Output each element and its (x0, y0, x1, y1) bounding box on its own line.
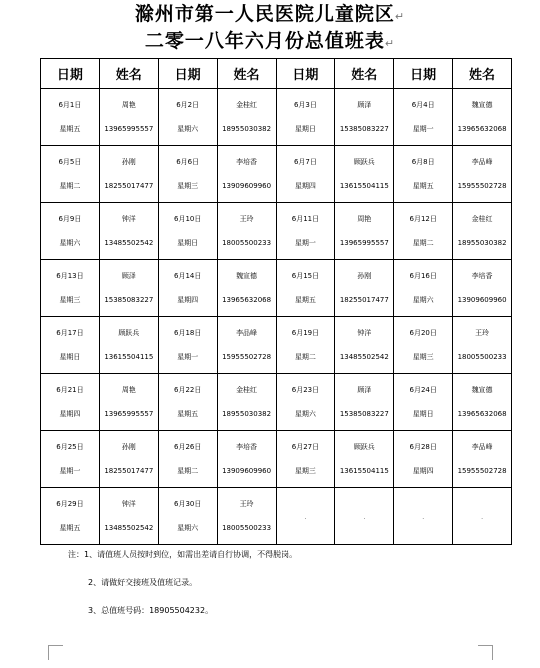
staff-name: 顾跃兵 (353, 443, 375, 451)
staff-cell (217, 89, 276, 146)
date-cell (394, 89, 453, 146)
table-row (41, 317, 512, 374)
column-header: 日期 (41, 59, 100, 89)
date-text: 6月5日 (58, 158, 82, 166)
date-text: 6月16日 (409, 272, 437, 280)
date-text: 6月24日 (409, 386, 437, 394)
staff-name: 顾跃兵 (353, 158, 375, 166)
date-cell (394, 203, 453, 260)
staff-cell (453, 317, 512, 374)
staff-cell (99, 374, 158, 431)
date-text: 6月13日 (56, 272, 84, 280)
weekday-text: 星期一 (177, 353, 199, 361)
staff-name: 李品峰 (471, 158, 493, 166)
staff-phone: 13965632068 (222, 296, 272, 304)
date-text: 6月20日 (409, 329, 437, 337)
staff-name: 金桂红 (236, 101, 258, 109)
table-row (41, 260, 512, 317)
paragraph-mark: ↵ (384, 37, 396, 50)
page-corner-mark-right (478, 645, 493, 660)
column-header: 日期 (276, 59, 335, 89)
date-text: 6月17日 (56, 329, 84, 337)
date-text: 6月4日 (411, 101, 435, 109)
weekday-text: 星期日 (59, 353, 81, 361)
staff-phone: 13965995557 (104, 410, 154, 418)
column-header: 日期 (158, 59, 217, 89)
staff-name: 李品峰 (471, 443, 493, 451)
table-row (41, 89, 512, 146)
staff-cell (217, 317, 276, 374)
staff-cell (453, 260, 512, 317)
paragraph-mark: ↵ (394, 10, 406, 23)
staff-phone: 13615504115 (104, 353, 154, 361)
weekday-text: 星期四 (177, 296, 199, 304)
table-row (41, 374, 512, 431)
staff-name: 顾泽 (357, 101, 372, 109)
staff-phone: 18955030382 (222, 410, 272, 418)
weekday-text: 星期日 (294, 125, 316, 133)
date-text: 6月15日 (291, 272, 320, 280)
staff-cell (217, 146, 276, 203)
cell-mark: . (480, 513, 484, 521)
staff-cell (335, 317, 394, 374)
weekday-text: 星期二 (294, 353, 316, 361)
date-cell (276, 317, 335, 374)
date-cell (41, 488, 100, 545)
cell-mark: . (363, 513, 366, 521)
date-cell (394, 374, 453, 431)
staff-cell (217, 374, 276, 431)
staff-cell (335, 89, 394, 146)
date-text: 6月27日 (291, 443, 320, 451)
date-cell (276, 89, 335, 146)
empty-cell (394, 488, 453, 545)
date-cell (276, 260, 335, 317)
staff-name: 顾泽 (121, 272, 136, 280)
date-cell (276, 203, 335, 260)
weekday-text: 星期二 (412, 239, 434, 247)
date-text: 6月11日 (291, 215, 320, 223)
staff-cell (99, 317, 158, 374)
staff-phone: 15955502728 (222, 353, 272, 361)
date-text: 6月30日 (174, 500, 202, 508)
staff-name: 李培香 (471, 272, 493, 280)
date-cell (41, 374, 100, 431)
date-cell (158, 89, 217, 146)
staff-name: 顾跃兵 (118, 329, 140, 337)
staff-name: 孙刚 (121, 158, 136, 166)
date-cell (41, 89, 100, 146)
staff-phone: 18005500233 (222, 524, 272, 532)
staff-cell (99, 260, 158, 317)
staff-phone: 13615504115 (339, 182, 389, 190)
date-cell (158, 146, 217, 203)
date-cell (41, 146, 100, 203)
date-text: 6月23日 (291, 386, 320, 394)
staff-cell (335, 260, 394, 317)
staff-cell (217, 203, 276, 260)
cell-mark: . (422, 513, 425, 521)
staff-name: 钟洋 (121, 215, 136, 223)
date-cell (41, 431, 100, 488)
column-header: 姓名 (335, 59, 394, 89)
date-cell (41, 260, 100, 317)
staff-phone: 13909609960 (222, 182, 272, 190)
date-cell (276, 431, 335, 488)
title-line-2: 二零一八年六月份总值班表 (144, 30, 385, 52)
staff-name: 周艳 (121, 386, 136, 394)
empty-cell (335, 488, 394, 545)
date-cell (41, 317, 100, 374)
date-text: 6月12日 (409, 215, 437, 223)
date-cell (158, 260, 217, 317)
staff-cell (217, 488, 276, 545)
staff-phone: 18255017477 (104, 182, 154, 190)
weekday-text: 星期五 (294, 296, 316, 304)
note-1: 注：1、请值班人员按时到位，如需出差请自行协调，不得脱岗。 (68, 550, 298, 559)
staff-phone: 13965995557 (339, 239, 389, 247)
duty-schedule-table (40, 58, 512, 545)
date-text: 6月7日 (293, 158, 317, 166)
staff-phone: 18005500233 (457, 353, 507, 361)
date-cell (276, 146, 335, 203)
weekday-text: 星期五 (59, 125, 81, 133)
column-header: 日期 (394, 59, 453, 89)
empty-cell (453, 488, 512, 545)
date-text: 6月18日 (174, 329, 202, 337)
weekday-text: 星期三 (412, 353, 434, 361)
staff-phone: 13485502542 (104, 239, 154, 247)
date-text: 6月2日 (176, 101, 200, 109)
weekday-text: 星期日 (412, 410, 434, 418)
staff-phone: 18005500233 (222, 239, 272, 247)
weekday-text: 星期四 (412, 467, 434, 475)
staff-phone: 13965995557 (104, 125, 154, 133)
staff-cell (453, 89, 512, 146)
date-cell (158, 203, 217, 260)
weekday-text: 星期二 (59, 182, 81, 190)
staff-cell (335, 146, 394, 203)
date-cell (394, 260, 453, 317)
weekday-text: 星期六 (294, 410, 316, 418)
note-2: 2、请做好交接班及值班记录。 (88, 578, 198, 587)
date-text: 6月10日 (174, 215, 202, 223)
date-text: 6月21日 (56, 386, 84, 394)
page-corner-mark-left (48, 645, 63, 660)
table-body (41, 89, 512, 545)
weekday-text: 星期日 (177, 239, 199, 247)
staff-name: 魏宣德 (471, 386, 493, 394)
weekday-text: 星期六 (412, 296, 434, 304)
staff-phone: 18255017477 (104, 467, 154, 475)
weekday-text: 星期四 (294, 182, 316, 190)
date-cell (276, 374, 335, 431)
staff-phone: 13615504115 (339, 467, 389, 475)
staff-name: 李培香 (236, 158, 258, 166)
empty-cell (276, 488, 335, 545)
table-row (41, 431, 512, 488)
weekday-text: 星期三 (59, 296, 81, 304)
weekday-text: 星期三 (294, 467, 316, 475)
date-text: 6月26日 (174, 443, 202, 451)
staff-name: 钟洋 (357, 329, 372, 337)
staff-phone: 13909609960 (457, 296, 507, 304)
staff-cell (99, 431, 158, 488)
date-cell (41, 203, 100, 260)
staff-name: 王玲 (239, 500, 254, 508)
date-text: 6月19日 (291, 329, 320, 337)
staff-name: 金桂红 (236, 386, 258, 394)
weekday-text: 星期一 (294, 239, 316, 247)
date-cell (394, 317, 453, 374)
staff-phone: 15385083227 (339, 125, 389, 133)
column-header: 姓名 (217, 59, 276, 89)
staff-name: 周艳 (121, 101, 136, 109)
column-header: 姓名 (99, 59, 158, 89)
table-header-row (41, 59, 512, 89)
table-row (41, 203, 512, 260)
staff-name: 周艳 (357, 215, 372, 223)
staff-phone: 18955030382 (457, 239, 507, 247)
weekday-text: 星期三 (177, 182, 199, 190)
staff-name: 李培香 (236, 443, 258, 451)
staff-name: 李品峰 (236, 329, 258, 337)
date-text: 6月6日 (176, 158, 200, 166)
staff-name: 钟洋 (121, 500, 136, 508)
staff-cell (453, 146, 512, 203)
weekday-text: 星期六 (177, 125, 199, 133)
date-text: 6月1日 (58, 101, 82, 109)
staff-phone: 15385083227 (339, 410, 389, 418)
weekday-text: 星期二 (177, 467, 199, 475)
weekday-text: 星期六 (177, 524, 199, 532)
title-line-1: 滁州市第一人民医院儿童院区 (134, 3, 395, 25)
staff-phone: 13485502542 (104, 524, 154, 532)
staff-phone: 18255017477 (339, 296, 389, 304)
staff-name: 魏宣德 (471, 101, 493, 109)
staff-phone: 15385083227 (104, 296, 154, 304)
date-text: 6月29日 (56, 500, 84, 508)
staff-phone: 13485502542 (339, 353, 389, 361)
date-text: 6月9日 (58, 215, 82, 223)
staff-phone: 18955030382 (222, 125, 272, 133)
date-cell (394, 146, 453, 203)
date-cell (394, 431, 453, 488)
staff-cell (453, 431, 512, 488)
weekday-text: 星期一 (59, 467, 81, 475)
staff-phone: 13965632068 (457, 410, 507, 418)
staff-cell (99, 203, 158, 260)
date-text: 6月14日 (174, 272, 202, 280)
weekday-text: 星期四 (59, 410, 81, 418)
date-cell (158, 374, 217, 431)
staff-name: 魏宣德 (236, 272, 258, 280)
cell-mark: . (304, 513, 307, 521)
note-3: 3、总值班号码：18905504232。 (88, 606, 214, 615)
staff-phone: 13965632068 (457, 125, 507, 133)
table-row (41, 146, 512, 203)
weekday-text: 星期六 (59, 239, 81, 247)
staff-name: 王玲 (475, 329, 490, 337)
table-row (41, 488, 512, 545)
staff-cell (453, 203, 512, 260)
date-cell (158, 317, 217, 374)
staff-cell (453, 374, 512, 431)
staff-cell (217, 260, 276, 317)
date-cell (158, 431, 217, 488)
staff-cell (217, 431, 276, 488)
staff-phone: 15955502728 (457, 467, 507, 475)
staff-cell (99, 146, 158, 203)
weekday-text: 星期五 (412, 182, 434, 190)
date-cell (158, 488, 217, 545)
document-subtitle (0, 30, 540, 55)
date-text: 6月25日 (56, 443, 84, 451)
staff-cell (335, 374, 394, 431)
date-text: 6月28日 (409, 443, 437, 451)
staff-name: 顾泽 (357, 386, 372, 394)
weekday-text: 星期一 (412, 125, 434, 133)
staff-name: 孙刚 (357, 272, 372, 280)
staff-cell (335, 431, 394, 488)
staff-cell (99, 89, 158, 146)
date-text: 6月22日 (174, 386, 202, 394)
weekday-text: 星期五 (59, 524, 81, 532)
date-text: 6月8日 (411, 158, 435, 166)
staff-name: 王玲 (239, 215, 254, 223)
staff-name: 金桂红 (471, 215, 493, 223)
date-text: 6月3日 (293, 101, 317, 109)
column-header: 姓名 (453, 59, 512, 89)
document-title (0, 3, 540, 28)
staff-phone: 13909609960 (222, 467, 272, 475)
staff-cell (335, 203, 394, 260)
staff-cell (99, 488, 158, 545)
staff-name: 孙刚 (121, 443, 136, 451)
staff-phone: 15955502728 (457, 182, 507, 190)
weekday-text: 星期五 (177, 410, 199, 418)
